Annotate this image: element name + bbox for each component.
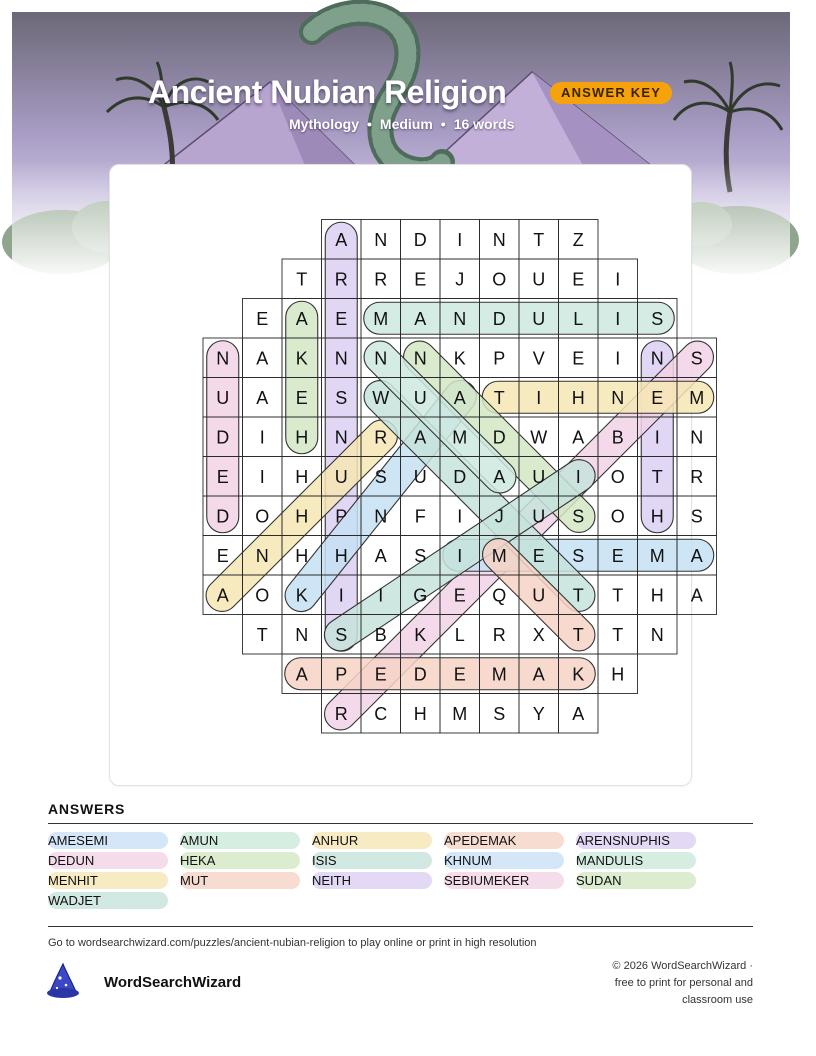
grid-cell[interactable] xyxy=(401,259,441,299)
grid-cell[interactable] xyxy=(243,338,283,378)
grid-letter: N xyxy=(374,348,388,369)
grid-letter: N xyxy=(453,308,467,329)
grid-letter: I xyxy=(457,229,463,250)
grid-letter: M xyxy=(373,308,389,329)
grid-cell[interactable] xyxy=(480,259,520,299)
grid-letter: U xyxy=(334,466,348,487)
grid-cell[interactable] xyxy=(598,259,638,299)
grid-cell[interactable] xyxy=(440,259,480,299)
grid-letter: S xyxy=(335,387,348,408)
grid-letter: H xyxy=(413,703,427,724)
grid-letter: B xyxy=(611,427,624,448)
grid-cell[interactable] xyxy=(677,575,717,615)
grid-letter: U xyxy=(532,269,546,290)
grid-letter: I xyxy=(615,348,621,369)
grid-cell[interactable] xyxy=(598,496,638,536)
grid-letter: R xyxy=(374,427,388,448)
answer-item: SEBIUMEKER xyxy=(444,872,564,889)
grid-cell[interactable] xyxy=(519,259,559,299)
grid-letter: D xyxy=(492,308,506,329)
brand-name: WordSearchWizard xyxy=(104,974,242,991)
grid-letter: E xyxy=(453,585,466,606)
grid-letter: H xyxy=(295,506,309,527)
answer-item: SUDAN xyxy=(576,872,696,889)
grid-letter: N xyxy=(413,348,427,369)
grid-letter: N xyxy=(492,229,506,250)
grid-letter: A xyxy=(295,664,308,685)
grid-cell[interactable] xyxy=(243,457,283,497)
category-label: Mythology xyxy=(289,116,359,132)
answer-item: WADJET xyxy=(48,892,168,909)
grid-letter: S xyxy=(690,506,703,527)
grid-cell[interactable] xyxy=(677,496,717,536)
grid-letter: A xyxy=(690,545,703,566)
puzzle-title: Ancient Nubian Religion xyxy=(148,74,507,110)
grid-cell[interactable] xyxy=(480,338,520,378)
grid-letter: E xyxy=(335,308,348,329)
grid-letter: R xyxy=(492,624,506,645)
grid-letter: M xyxy=(689,387,705,408)
grid-letter: H xyxy=(650,585,664,606)
grid-cell[interactable] xyxy=(440,220,480,260)
grid-letter: T xyxy=(256,624,268,645)
grid-letter: D xyxy=(492,427,506,448)
grid-letter: I xyxy=(615,308,621,329)
grid-letter: I xyxy=(575,466,581,487)
grid-letter: P xyxy=(493,348,506,369)
grid-letter: Y xyxy=(532,703,545,724)
grid-letter: T xyxy=(533,229,545,250)
grid-letter: A xyxy=(532,664,545,685)
grid-cell[interactable] xyxy=(677,457,717,497)
grid-letter: N xyxy=(216,348,230,369)
grid-letter: H xyxy=(571,387,585,408)
answer-item: DEDUN xyxy=(48,852,168,869)
grid-letter: M xyxy=(452,703,468,724)
grid-cell[interactable] xyxy=(677,417,717,457)
grid-letter: R xyxy=(334,269,348,290)
grid-letter: N xyxy=(611,387,625,408)
grid-cells xyxy=(203,220,717,734)
word-search-grid xyxy=(110,165,705,787)
puzzle-card xyxy=(109,164,705,786)
grid-letter: A xyxy=(572,703,585,724)
grid-letter: S xyxy=(414,545,427,566)
answer-key-badge: ANSWER KEY xyxy=(550,82,672,104)
grid-letter: H xyxy=(650,506,664,527)
grid-letter: B xyxy=(374,624,387,645)
answer-item: KHNUM xyxy=(444,852,564,869)
grid-cell[interactable] xyxy=(243,417,283,457)
grid-cell[interactable] xyxy=(361,536,401,576)
answers-heading: ANSWERS xyxy=(48,801,126,817)
grid-letter: D xyxy=(413,229,427,250)
grid-letter: A xyxy=(414,308,427,329)
copyright-line: classroom use xyxy=(682,994,753,1006)
grid-letter: A xyxy=(256,387,269,408)
grid-letter: C xyxy=(374,703,388,724)
grid-letter: O xyxy=(610,466,625,487)
grid-letter: N xyxy=(295,624,309,645)
grid-letter: I xyxy=(654,427,660,448)
footer-divider xyxy=(48,926,753,927)
grid-cell[interactable] xyxy=(480,615,520,655)
grid-letter: K xyxy=(572,664,585,685)
grid-letter: E xyxy=(453,664,466,685)
grid-letter: D xyxy=(453,466,467,487)
grid-letter: J xyxy=(455,269,465,290)
answers-divider xyxy=(48,823,753,824)
grid-letter: A xyxy=(690,585,703,606)
wizard-hat-icon xyxy=(46,962,80,1002)
grid-cell[interactable] xyxy=(598,575,638,615)
grid-letter: N xyxy=(650,348,664,369)
grid-cell[interactable] xyxy=(519,694,559,734)
grid-cell[interactable] xyxy=(638,575,678,615)
grid-letter: T xyxy=(572,624,584,645)
grid-letter: M xyxy=(491,545,507,566)
grid-letter: S xyxy=(493,703,506,724)
grid-cell[interactable] xyxy=(598,615,638,655)
grid-letter: A xyxy=(216,585,229,606)
grid-letter: H xyxy=(295,466,309,487)
answer-item: APEDEMAK xyxy=(444,832,564,849)
grid-letter: N xyxy=(374,506,388,527)
grid-letter: D xyxy=(216,506,230,527)
grid-letter: I xyxy=(457,545,463,566)
grid-letter: S xyxy=(374,466,387,487)
grid-cell[interactable] xyxy=(638,615,678,655)
grid-letter: M xyxy=(491,664,507,685)
grid-letter: J xyxy=(494,506,504,527)
grid-letter: U xyxy=(216,387,230,408)
grid-letter: A xyxy=(493,466,506,487)
grid-letter: N xyxy=(334,427,348,448)
answer-item: MENHIT xyxy=(48,872,168,889)
copyright-line: free to print for personal and xyxy=(614,977,753,989)
grid-letter: A xyxy=(374,545,387,566)
grid-letter: Q xyxy=(492,585,507,606)
grid-letter: U xyxy=(413,466,427,487)
grid-letter: E xyxy=(414,269,427,290)
grid-letter: W xyxy=(530,427,548,448)
grid-cell[interactable] xyxy=(598,338,638,378)
answer-item: ISIS xyxy=(312,852,432,869)
copyright-notice xyxy=(583,958,753,1009)
grid-letter: T xyxy=(651,466,663,487)
grid-letter: R xyxy=(374,269,388,290)
grid-letter: S xyxy=(572,545,585,566)
grid-letter: R xyxy=(334,703,348,724)
grid-letter: H xyxy=(295,427,309,448)
grid-letter: A xyxy=(295,308,308,329)
grid-letter: O xyxy=(492,269,507,290)
answer-item: ARENSNUPHIS xyxy=(576,832,696,849)
grid-letter: P xyxy=(335,506,348,527)
grid-letter: U xyxy=(532,308,546,329)
grid-letter: A xyxy=(453,387,466,408)
answer-item: NEITH xyxy=(312,872,432,889)
grid-cell[interactable] xyxy=(401,496,441,536)
meta-separator: • xyxy=(367,116,372,132)
grid-letter: E xyxy=(374,664,387,685)
grid-letter: S xyxy=(690,348,703,369)
grid-cell[interactable] xyxy=(559,259,599,299)
difficulty-label: Medium xyxy=(379,116,433,132)
grid-cell[interactable] xyxy=(401,220,441,260)
grid-letter: I xyxy=(259,466,265,487)
grid-cell[interactable] xyxy=(401,694,441,734)
grid-letter: H xyxy=(611,664,625,685)
grid-letter: P xyxy=(335,664,348,685)
grid-letter: X xyxy=(532,624,545,645)
grid-letter: T xyxy=(493,387,505,408)
grid-letter: S xyxy=(572,506,585,527)
grid-cell[interactable] xyxy=(559,694,599,734)
grid-letter: H xyxy=(334,545,348,566)
grid-letter: R xyxy=(690,466,704,487)
grid-letter: N xyxy=(690,427,704,448)
grid-cell[interactable] xyxy=(559,220,599,260)
grid-letter: T xyxy=(612,624,624,645)
grid-letter: E xyxy=(572,269,585,290)
grid-letter: A xyxy=(414,427,427,448)
word-count-label: 16 words xyxy=(453,116,515,132)
grid-letter: E xyxy=(572,348,585,369)
grid-letter: N xyxy=(255,545,269,566)
grid-letter: E xyxy=(651,387,664,408)
grid-letter: U xyxy=(532,585,546,606)
grid-cell[interactable] xyxy=(519,220,559,260)
grid-cell[interactable] xyxy=(282,259,322,299)
grid-letter: H xyxy=(295,545,309,566)
grid-letter: V xyxy=(532,348,545,369)
grid-cell[interactable] xyxy=(480,694,520,734)
grid-letter: U xyxy=(532,506,546,527)
grid-letter: N xyxy=(334,348,348,369)
grid-cell[interactable] xyxy=(361,220,401,260)
grid-letter: A xyxy=(335,229,348,250)
answer-item: AMESEMI xyxy=(48,832,168,849)
grid-cell[interactable] xyxy=(243,299,283,339)
grid-cell[interactable] xyxy=(519,338,559,378)
grid-letter: E xyxy=(295,387,308,408)
grid-letter: I xyxy=(259,427,265,448)
grid-letter: S xyxy=(651,308,664,329)
grid-cell[interactable] xyxy=(480,220,520,260)
grid-cell[interactable] xyxy=(440,694,480,734)
copyright-line: © 2026 WordSearchWizard · xyxy=(612,960,753,972)
grid-letter: N xyxy=(650,624,664,645)
grid-letter: O xyxy=(255,506,270,527)
grid-letter: T xyxy=(572,585,584,606)
grid-letter: K xyxy=(295,585,308,606)
play-online-text[interactable]: Go to wordsearchwizard.com/puzzles/ancient-nubian-religion to play online or print in high resolution xyxy=(48,937,537,949)
grid-letter: W xyxy=(372,387,390,408)
grid-letter: D xyxy=(216,427,230,448)
grid-letter: U xyxy=(532,466,546,487)
grid-letter: Z xyxy=(572,229,584,250)
grid-letter: O xyxy=(255,585,270,606)
grid-letter: E xyxy=(611,545,624,566)
grid-letter: L xyxy=(454,624,465,645)
grid-letter: S xyxy=(335,624,348,645)
grid-letter: D xyxy=(413,664,427,685)
grid-letter: M xyxy=(452,427,468,448)
grid-cell[interactable] xyxy=(559,338,599,378)
grid-letter: E xyxy=(256,308,269,329)
grid-cell[interactable] xyxy=(243,378,283,418)
meta-separator: • xyxy=(440,116,446,132)
grid-letter: M xyxy=(649,545,665,566)
grid-letter: U xyxy=(413,387,427,408)
grid-letter: N xyxy=(374,229,388,250)
grid-letter: T xyxy=(296,269,308,290)
answer-item: ANHUR xyxy=(312,832,432,849)
grid-letter: I xyxy=(378,585,384,606)
grid-letter: E xyxy=(532,545,545,566)
grid-cell[interactable] xyxy=(598,654,638,694)
grid-cell[interactable] xyxy=(361,259,401,299)
grid-letter: I xyxy=(338,585,344,606)
grid-letter: A xyxy=(256,348,269,369)
grid-letter: T xyxy=(612,585,624,606)
grid-letter: I xyxy=(615,269,621,290)
grid-letter: K xyxy=(453,348,466,369)
answer-item: AMUN xyxy=(180,832,300,849)
puzzle-meta xyxy=(289,116,514,132)
grid-letter: I xyxy=(536,387,542,408)
grid-letter: O xyxy=(610,506,625,527)
grid-letter: E xyxy=(216,466,229,487)
grid-letter: E xyxy=(216,545,229,566)
grid-letter: K xyxy=(295,348,308,369)
grid-cell[interactable] xyxy=(282,615,322,655)
answer-item: MUT xyxy=(180,872,300,889)
grid-letter: L xyxy=(573,308,584,329)
grid-letter: A xyxy=(572,427,585,448)
grid-letter: I xyxy=(457,506,463,527)
grid-letter: F xyxy=(414,506,426,527)
answer-item: MANDULIS xyxy=(576,852,696,869)
answer-item: HEKA xyxy=(180,852,300,869)
grid-cell[interactable] xyxy=(243,615,283,655)
grid-letter: G xyxy=(413,585,428,606)
grid-letter: K xyxy=(414,624,427,645)
